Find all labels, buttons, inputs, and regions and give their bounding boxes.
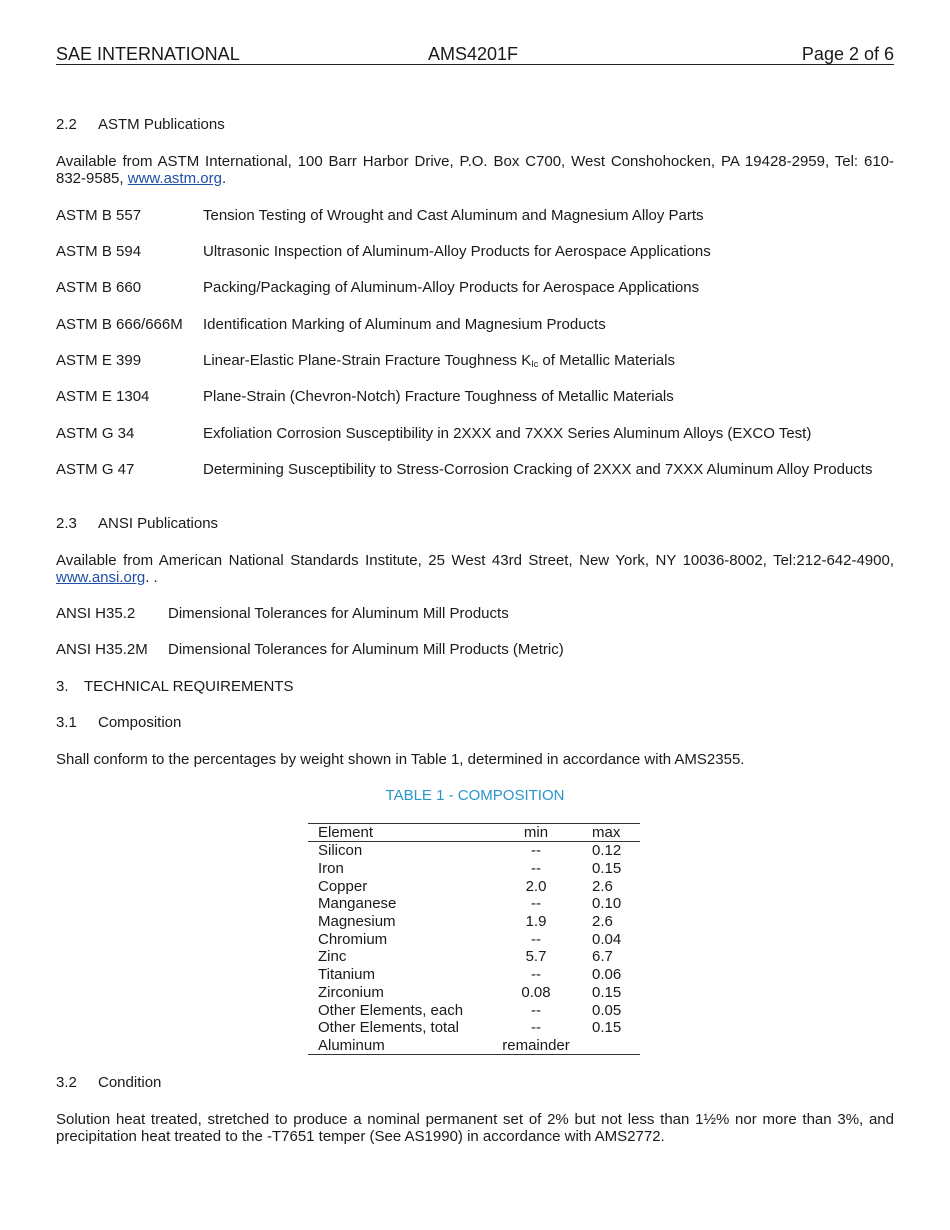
table-row	[308, 948, 640, 966]
cell-max: 0.15	[592, 1019, 622, 1037]
astm-availability	[56, 153, 894, 187]
cell-min: --	[531, 1019, 541, 1037]
reference-title-subscript: Ic	[531, 359, 539, 369]
col-header-max: max	[578, 824, 640, 842]
composition-text: Shall conform to the percentages by weight shown in Table 1, determined in accordance with AMS2355.	[56, 751, 745, 768]
table-row	[308, 860, 640, 878]
condition-text: Solution heat treated, stretched to produce a nominal permanent set of 2% but not less than 1½% nor more than 3%, and precipitation heat treated to the -T7651 temper (See AS1990) in accordance with AMS2772.	[56, 1111, 894, 1145]
col-header-element: Element	[308, 824, 494, 842]
cell-min: 2.0	[525, 877, 547, 895]
cell-element: Other Elements, total	[318, 1019, 459, 1037]
astm-link[interactable]: www.astm.org	[127, 170, 222, 187]
page-header	[56, 44, 894, 65]
table-row	[308, 895, 640, 913]
composition-table	[308, 823, 640, 1055]
reference-code: ASTM B 594	[56, 243, 142, 260]
cell-max: 2.6	[592, 877, 613, 895]
cell-max: 0.05	[592, 1001, 622, 1019]
cell-element: Iron	[318, 860, 344, 878]
ansi-availability-text: Available from American National Standards Institute, 25 West 43rd Street, New York, NY 10036-8002, Tel:212-642-4900,	[56, 552, 894, 569]
reference-title-part: Linear-Elastic Plane-Strain Fracture Toughness K	[203, 352, 532, 369]
reference-title: Determining Susceptibility to Stress-Corrosion Cracking of 2XXX and 7XXX Aluminum Alloy Products	[203, 461, 873, 478]
cell-min: --	[531, 860, 541, 878]
table-row	[308, 877, 640, 895]
astm-link-suffix: .	[221, 170, 227, 187]
cell-element: Magnesium	[318, 913, 396, 931]
section-number: 2.3	[56, 515, 77, 532]
reference-code: ASTM G 34	[56, 425, 135, 442]
table-header-row	[308, 824, 640, 842]
table-row	[308, 966, 640, 984]
reference-title	[203, 352, 894, 373]
cell-min: --	[531, 966, 541, 984]
section-number: 3.2	[56, 1074, 77, 1091]
section-2-2-heading	[56, 116, 225, 133]
cell-element: Titanium	[318, 966, 375, 984]
section-title: ANSI Publications	[98, 515, 219, 532]
reference-title-part: of Metallic Materials	[538, 352, 675, 369]
reference-title: Ultrasonic Inspection of Aluminum-Alloy Products for Aerospace Applications	[203, 243, 711, 260]
cell-element: Aluminum	[308, 1037, 494, 1055]
cell-max: 0.04	[592, 930, 622, 948]
col-header-min: min	[494, 824, 578, 842]
reference-code: ASTM B 557	[56, 207, 142, 224]
cell-max: 0.15	[592, 860, 622, 878]
reference-title: Dimensional Tolerances for Aluminum Mill Products (Metric)	[168, 641, 564, 658]
table-row	[308, 1037, 640, 1055]
table-row	[308, 984, 640, 1002]
ansi-link[interactable]: www.ansi.org	[56, 569, 146, 586]
reference-title: Identification Marking of Aluminum and Magnesium Products	[203, 316, 606, 333]
cell-max: 2.6	[592, 913, 613, 931]
cell-min: 1.9	[525, 913, 547, 931]
reference-title: Packing/Packaging of Aluminum-Alloy Products for Aerospace Applications	[203, 279, 700, 296]
table-row	[308, 1001, 640, 1019]
cell-element: Other Elements, each	[318, 1001, 464, 1019]
reference-code: ANSI H35.2M	[56, 641, 148, 658]
cell-min: 5.7	[525, 948, 547, 966]
cell-min: --	[531, 1001, 541, 1019]
cell-max: 0.12	[592, 842, 622, 860]
section-title: Condition	[98, 1074, 162, 1091]
cell-element: Copper	[318, 877, 368, 895]
cell-min: remainder	[494, 1037, 578, 1055]
cell-max: 6.7	[592, 948, 613, 966]
header-org: SAE INTERNATIONAL	[56, 44, 240, 64]
reference-code: ASTM E 1304	[56, 388, 150, 405]
cell-element: Silicon	[318, 842, 363, 860]
cell-min: 0.08	[521, 983, 551, 1001]
cell-max: 0.06	[592, 966, 622, 984]
table-row	[308, 930, 640, 948]
ansi-link-suffix: . .	[145, 569, 158, 586]
header-page-number: Page 2 of 6	[801, 44, 894, 64]
table-row	[308, 1019, 640, 1037]
cell-element: Chromium	[318, 930, 388, 948]
reference-code: ASTM B 666/666M	[56, 316, 183, 333]
cell-min: --	[531, 930, 541, 948]
reference-code: ASTM E 399	[56, 352, 142, 369]
reference-code: ASTM B 660	[56, 279, 142, 296]
cell-max	[578, 1037, 640, 1055]
cell-element: Zinc	[318, 948, 347, 966]
reference-code: ANSI H35.2	[56, 605, 136, 622]
header-doc-number: AMS4201F	[428, 44, 519, 64]
reference-code: ASTM G 47	[56, 461, 135, 478]
section-3-heading	[56, 678, 293, 695]
reference-title: Dimensional Tolerances for Aluminum Mill Products	[168, 605, 509, 622]
section-number: 2.2	[56, 116, 77, 133]
section-number: 3.1	[56, 714, 77, 731]
cell-element: Zirconium	[318, 983, 384, 1001]
ansi-availability	[56, 552, 894, 586]
section-title: TECHNICAL REQUIREMENTS	[84, 678, 294, 695]
cell-min: --	[531, 842, 541, 860]
table-row	[308, 913, 640, 931]
table-row	[308, 842, 640, 860]
cell-element: Manganese	[318, 895, 397, 913]
section-3-2-heading	[56, 1074, 161, 1091]
reference-title: Exfoliation Corrosion Susceptibility in 2XXX and 7XXX Series Aluminum Alloys (EXCO Test)	[203, 425, 812, 442]
cell-max: 0.10	[592, 895, 622, 913]
section-number: 3.	[56, 678, 69, 695]
section-title: Composition	[98, 714, 182, 731]
reference-title: Tension Testing of Wrought and Cast Aluminum and Magnesium Alloy Parts	[203, 207, 704, 224]
reference-title: Plane-Strain (Chevron-Notch) Fracture Toughness of Metallic Materials	[203, 388, 674, 405]
cell-min: --	[531, 895, 541, 913]
table-caption: TABLE 1 - COMPOSITION	[385, 787, 565, 804]
section-2-3-heading	[56, 515, 218, 532]
section-3-1-heading	[56, 714, 181, 731]
section-title: ASTM Publications	[98, 116, 225, 133]
astm-availability-text: Available from ASTM International, 100 Barr Harbor Drive, P.O. Box C700, West Conshohocken, PA 19428-2959, Tel: 610-832-9585,	[56, 153, 894, 187]
cell-max: 0.15	[592, 983, 622, 1001]
